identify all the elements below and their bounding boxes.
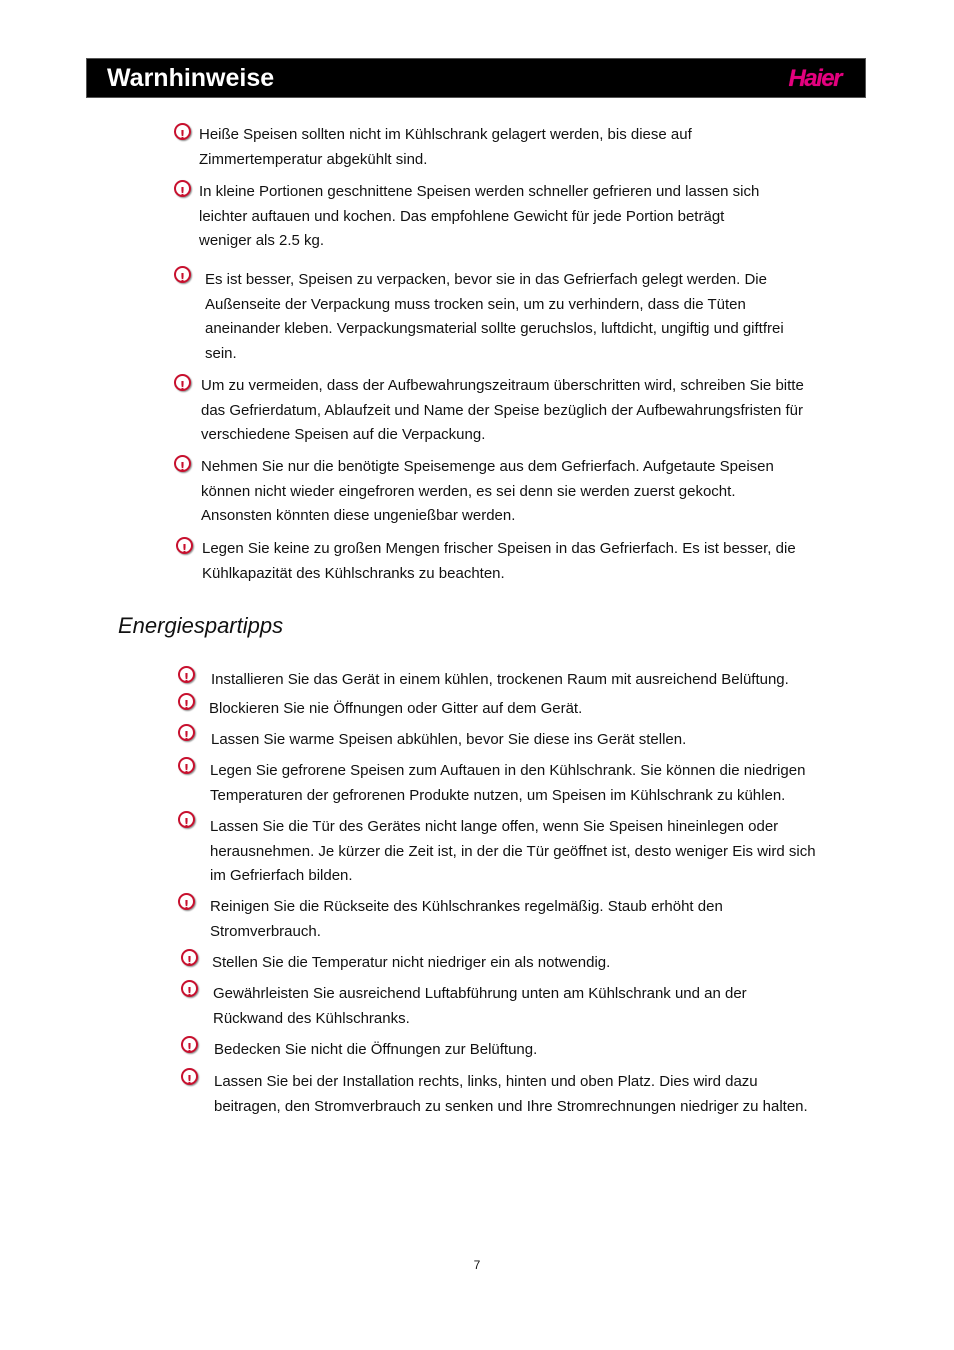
warning-exclamation-icon <box>178 724 195 741</box>
energy-tip-text <box>209 697 582 722</box>
page-number: 7 <box>473 1258 481 1272</box>
energy-tip-text-line: Legen Sie gefrorene Speisen zum Auftauen in den Kühlschrank. Sie können die niedrigen <box>210 762 806 779</box>
warning-exclamation-icon <box>174 374 191 391</box>
energy-tip-text-line: Lassen Sie bei der Installation rechts, links, hinten und oben Platz. Dies wird dazu <box>214 1073 758 1090</box>
energy-tip-text-line: Installieren Sie das Gerät in einem kühlen, trockenen Raum mit ausreichend Belüftung. <box>211 671 789 688</box>
warning-exclamation-icon <box>174 123 191 140</box>
energy-tip-text-line: im Gefrierfach bilden. <box>210 867 353 885</box>
warning-text-line: sein. <box>205 344 237 362</box>
warning-exclamation-icon <box>174 180 191 197</box>
warning-text <box>202 537 796 586</box>
warning-exclamation-icon <box>178 757 195 774</box>
haier-logo: Haier <box>788 65 841 92</box>
warning-text-line: Legen Sie keine zu großen Mengen frischer Speisen in das Gefrierfach. Es ist besser, die <box>202 540 796 557</box>
warning-text-line: aneinander kleben. Verpackungsmaterial sollte geruchslos, luftdicht, ungiftig und giftfrei <box>205 320 784 338</box>
warning-text-line: Um zu vermeiden, dass der Aufbewahrungszeitraum überschritten wird, schreiben Sie bitte <box>201 377 804 394</box>
warning-text-line: Außenseite der Verpackung muss trocken sein, um zu verhindern, dass die Tüten <box>205 295 746 313</box>
energy-tip-text-line: Stromverbrauch. <box>210 922 321 940</box>
energy-tip-text-line: Bedecken Sie nicht die Öffnungen zur Belüftung. <box>214 1041 538 1058</box>
warning-text-line: Heiße Speisen sollten nicht im Kühlschrank gelagert werden, bis diese auf <box>199 126 692 143</box>
warning-text <box>199 180 759 254</box>
warning-exclamation-icon <box>178 666 195 683</box>
energy-tip-text-line: herausnehmen. Je kürzer die Zeit ist, in der die Tür geöffnet ist, desto weniger Eis wird sich <box>210 842 816 860</box>
warning-exclamation-icon <box>181 1036 198 1053</box>
warning-text-line: Kühlkapazität des Kühlschranks zu beachten. <box>202 564 505 582</box>
warning-exclamation-icon <box>174 266 191 283</box>
warning-text-line: Es ist besser, Speisen zu verpacken, bevor sie in das Gefrierfach gelegt werden. Die <box>205 271 767 288</box>
warning-text <box>199 123 692 172</box>
energy-tip-text-line: Stellen Sie die Temperatur nicht niedriger ein als notwendig. <box>212 954 611 971</box>
energy-tip-text <box>210 815 816 889</box>
warning-exclamation-icon <box>181 980 198 997</box>
section-title-energiespartipps: Energiespartipps <box>118 613 284 638</box>
energy-tip-text <box>214 1038 537 1063</box>
warning-exclamation-icon <box>176 537 193 554</box>
energy-tip-text <box>213 982 747 1031</box>
energy-tip-text-line: Lassen Sie warme Speisen abkühlen, bevor Sie diese ins Gerät stellen. <box>211 731 687 748</box>
energy-tip-text-line: Blockieren Sie nie Öffnungen oder Gitter auf dem Gerät. <box>209 700 583 717</box>
energy-tip-text-line: Lassen Sie die Tür des Gerätes nicht lange offen, wenn Sie Speisen hineinlegen oder <box>210 818 779 835</box>
warning-text-line: In kleine Portionen geschnittene Speisen werden schneller gefrieren und lassen sich <box>199 183 760 200</box>
warning-exclamation-icon <box>174 455 191 472</box>
energy-tip-text-line: Temperaturen der gefrorenen Produkte nutzen, um Speisen im Kühlschrank zu kühlen. <box>210 786 786 804</box>
warning-exclamation-icon <box>178 811 195 828</box>
warning-text-line: das Gefrierdatum, Ablaufzeit und Name der Speise bezüglich der Aufbewahrungsfristen für <box>201 401 804 419</box>
energy-tip-text <box>214 1070 808 1119</box>
warning-exclamation-icon <box>181 1068 198 1085</box>
section-header-bar <box>86 58 866 98</box>
energy-tip-text <box>210 895 723 944</box>
energy-tip-text-line: Gewährleisten Sie ausreichend Luftabführung unten am Kühlschrank und an der <box>213 985 747 1002</box>
warning-exclamation-icon <box>181 949 198 966</box>
warning-text-line: Zimmertemperatur abgekühlt sind. <box>199 150 428 168</box>
energy-tip-text <box>211 728 686 753</box>
section-title-warnhinweise: Warnhinweise <box>107 64 275 92</box>
warning-text-line: können nicht wieder eingefroren werden, es sei denn sie werden zuerst gekocht. <box>201 482 736 500</box>
energy-tip-text <box>212 951 610 976</box>
warning-exclamation-icon <box>178 893 195 910</box>
warning-text <box>201 455 774 529</box>
energy-tip-text-line: beitragen, den Stromverbrauch zu senken und Ihre Stromrechnungen niedriger zu halten. <box>214 1097 808 1115</box>
warning-text-line: verschiedene Speisen auf die Verpackung. <box>201 426 486 444</box>
warning-text-line: weniger als 2.5 kg. <box>199 232 325 250</box>
energy-tip-text <box>210 759 805 808</box>
warning-text-line: Nehmen Sie nur die benötigte Speisemenge aus dem Gefrierfach. Aufgetaute Speisen <box>201 458 774 475</box>
warning-text <box>201 374 804 448</box>
warning-exclamation-icon <box>178 693 195 710</box>
warning-text-line: leichter auftauen und kochen. Das empfohlene Gewicht für jede Portion beträgt <box>199 207 725 225</box>
energy-tip-text <box>211 668 789 693</box>
warning-text <box>205 268 784 366</box>
energy-tip-text-line: Rückwand des Kühlschranks. <box>213 1009 410 1027</box>
warning-text-line: Ansonsten könnten diese ungenießbar werden. <box>201 507 516 525</box>
energy-tip-text-line: Reinigen Sie die Rückseite des Kühlschrankes regelmäßig. Staub erhöht den <box>210 898 723 915</box>
